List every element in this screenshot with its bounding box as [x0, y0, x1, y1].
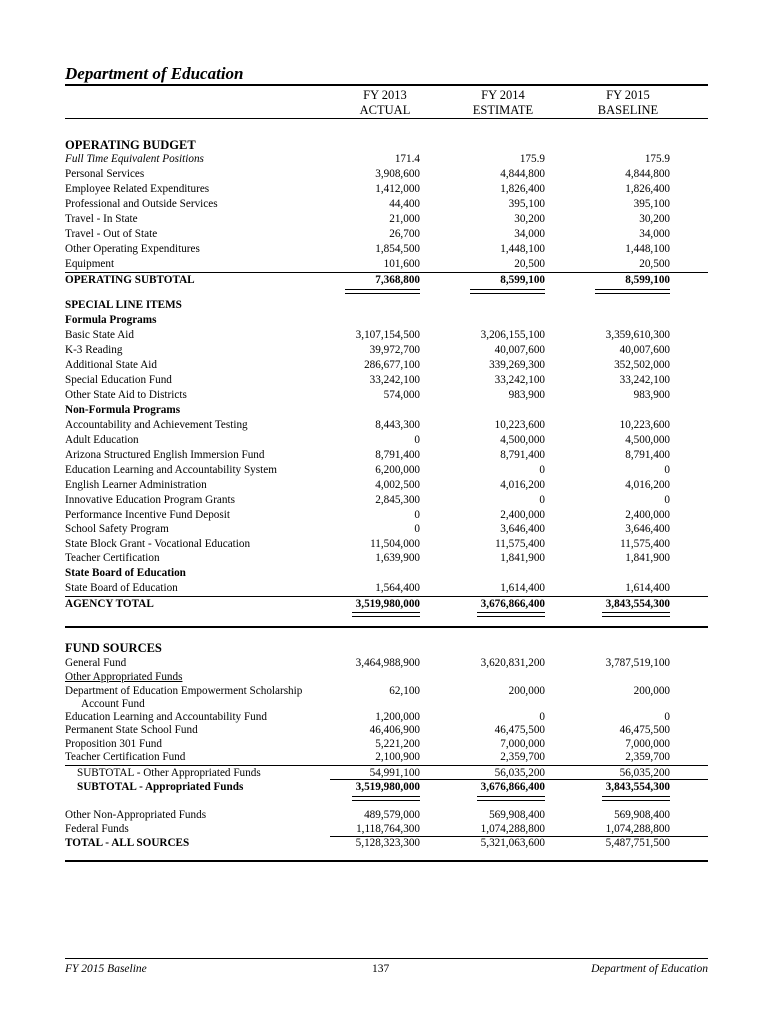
- table-row: Additional State Aid 286,677,100 339,269,300 352,502,000: [65, 359, 670, 371]
- title-rule: [65, 84, 708, 86]
- table-row: Personal Services 3,908,600 4,844,800 4,844,800: [65, 168, 670, 180]
- table-row: Professional and Outside Services 44,400 395,100 395,100: [65, 198, 670, 210]
- double-underline: [470, 289, 545, 294]
- section-rule: [65, 860, 708, 862]
- table-row: Other Operating Expenditures 1,854,500 1,448,100 1,448,100: [65, 243, 670, 255]
- footer-rule: [65, 958, 708, 959]
- table-row: Innovative Education Program Grants 2,845,300 0 0: [65, 494, 670, 506]
- header-rule: [65, 118, 708, 119]
- table-row: Education Learning and Accountability System 6,200,000 0 0: [65, 464, 670, 476]
- formula-programs-heading: Formula Programs: [65, 314, 157, 326]
- table-row: Other State Aid to Districts 574,000 983,900 983,900: [65, 389, 670, 401]
- table-row: Full Time Equivalent Positions 171.4 175.9 175.9: [65, 153, 670, 165]
- table-row: Employee Related Expenditures 1,412,000 1,826,400 1,826,400: [65, 183, 670, 195]
- state-board-heading: State Board of Education: [65, 567, 186, 579]
- operating-subtotal-row: OPERATING SUBTOTAL 7,368,800 8,599,100 8,599,100: [65, 274, 670, 286]
- special-line-items-heading: SPECIAL LINE ITEMS: [65, 299, 182, 311]
- footer-right: Department of Education: [591, 963, 708, 975]
- double-underline: [345, 289, 420, 294]
- table-row: Equipment 101,600 20,500 20,500: [65, 258, 670, 270]
- table-row: Other Non-Appropriated Funds 489,579,000 569,908,400 569,908,400: [65, 809, 670, 821]
- table-row: Adult Education 0 4,500,000 4,500,000: [65, 434, 670, 446]
- table-row: Proposition 301 Fund 5,221,200 7,000,000 7,000,000: [65, 738, 670, 750]
- table-row: Arizona Structured English Immersion Fund 8,791,400 8,791,400 8,791,400: [65, 449, 670, 461]
- total-all-sources-row: TOTAL - ALL SOURCES 5,128,323,300 5,321,063,600 5,487,751,500: [65, 837, 670, 849]
- fund-sources-heading: FUND SOURCES: [65, 641, 162, 655]
- table-row-continuation: Account Fund: [81, 698, 145, 710]
- subtotal-other-row: SUBTOTAL - Other Appropriated Funds 54,991,100 56,035,200 56,035,200: [77, 767, 670, 779]
- column-header-fy2015: FY 2015 BASELINE: [597, 88, 659, 117]
- agency-total-row: AGENCY TOTAL 3,519,980,000 3,676,866,400 3,843,554,300: [65, 598, 670, 610]
- table-row: Teacher Certification Fund 2,100,900 2,359,700 2,359,700: [65, 751, 670, 763]
- table-row: Department of Education Empowerment Scholarship 62,100 200,000 200,000: [65, 685, 670, 697]
- table-row: School Safety Program 0 3,646,400 3,646,400: [65, 523, 670, 535]
- column-header-fy2014: FY 2014 ESTIMATE: [472, 88, 534, 117]
- table-row: Performance Incentive Fund Deposit 0 2,400,000 2,400,000: [65, 509, 670, 521]
- section-rule: [65, 626, 708, 628]
- non-formula-programs-heading: Non-Formula Programs: [65, 404, 181, 416]
- table-row: State Board of Education 1,564,400 1,614,400 1,614,400: [65, 582, 670, 594]
- table-row: Teacher Certification 1,639,900 1,841,900 1,841,900: [65, 552, 670, 564]
- table-row: English Learner Administration 4,002,500 4,016,200 4,016,200: [65, 479, 670, 491]
- double-underline: [602, 796, 670, 801]
- table-row: Basic State Aid 3,107,154,500 3,206,155,100 3,359,610,300: [65, 329, 670, 341]
- table-row: Travel - In State 21,000 30,200 30,200: [65, 213, 670, 225]
- page-title: Department of Education: [65, 64, 244, 83]
- table-row: Education Learning and Accountability Fund 1,200,000 0 0: [65, 711, 670, 723]
- table-row: Federal Funds 1,118,764,300 1,074,288,800 1,074,288,800: [65, 823, 670, 835]
- subtotal-appropriated-row: SUBTOTAL - Appropriated Funds 3,519,980,000 3,676,866,400 3,843,554,300: [77, 781, 670, 793]
- double-underline: [352, 796, 420, 801]
- double-underline: [602, 612, 670, 617]
- double-underline: [595, 289, 670, 294]
- footer-left: FY 2015 Baseline: [65, 963, 147, 975]
- operating-budget-heading: OPERATING BUDGET: [65, 138, 196, 152]
- table-row: State Block Grant - Vocational Education 11,504,000 11,575,400 11,575,400: [65, 538, 670, 550]
- table-row: General Fund 3,464,988,900 3,620,831,200 3,787,519,100: [65, 657, 670, 669]
- double-underline: [352, 612, 420, 617]
- table-row: Travel - Out of State 26,700 34,000 34,000: [65, 228, 670, 240]
- table-row: Permanent State School Fund 46,406,900 46,475,500 46,475,500: [65, 724, 670, 736]
- table-row: Accountability and Achievement Testing 8,443,300 10,223,600 10,223,600: [65, 419, 670, 431]
- other-appropriated-heading: Other Appropriated Funds: [65, 671, 183, 683]
- double-underline: [477, 796, 545, 801]
- double-underline: [477, 612, 545, 617]
- table-row: K-3 Reading 39,972,700 40,007,600 40,007,600: [65, 344, 670, 356]
- column-header-fy2013: FY 2013 ACTUAL: [359, 88, 411, 117]
- table-row: Special Education Fund 33,242,100 33,242,100 33,242,100: [65, 374, 670, 386]
- page-number: 137: [372, 963, 390, 975]
